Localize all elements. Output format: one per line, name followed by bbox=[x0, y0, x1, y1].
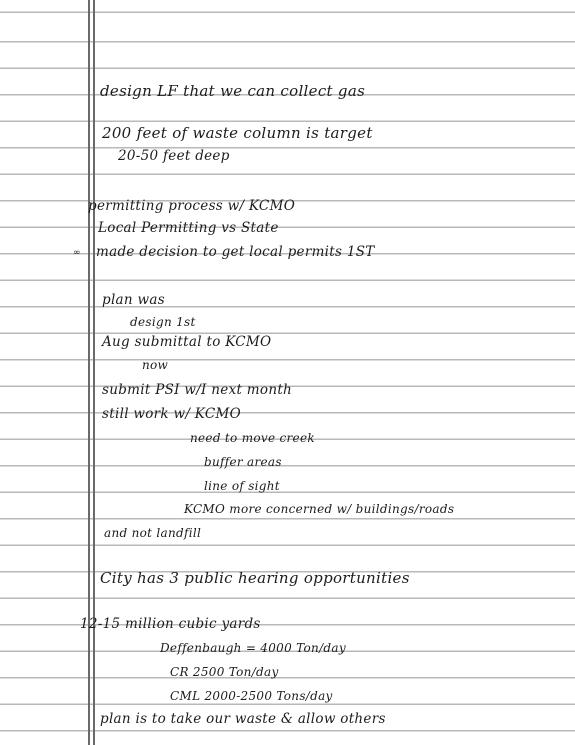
note-line-10: now bbox=[142, 358, 169, 372]
note-line-18: City has 3 public hearing opportunities bbox=[100, 569, 410, 587]
note-line-11: submit PSI w/I next month bbox=[102, 382, 293, 398]
note-line-1: design LF that we can collect gas bbox=[100, 82, 366, 100]
note-line-8: design 1st bbox=[130, 315, 196, 329]
note-line-14: buffer areas bbox=[204, 455, 282, 469]
margin-mark: ∞ bbox=[73, 248, 81, 258]
note-line-6: made decision to get local permits 1ST bbox=[96, 244, 375, 260]
note-line-16: KCMO more concerned w/ buildings/roads bbox=[184, 502, 455, 516]
note-line-15: line of sight bbox=[204, 479, 280, 493]
note-line-23: plan is to take our waste & allow others bbox=[100, 711, 386, 727]
note-line-13: need to move creek bbox=[190, 431, 315, 445]
note-line-21: CR 2500 Ton/day bbox=[170, 665, 279, 679]
note-line-19: 12-15 million cubic yards bbox=[80, 616, 261, 632]
note-line-5: Local Permitting vs State bbox=[98, 220, 279, 236]
note-line-7: plan was bbox=[102, 292, 165, 308]
margin-line-right bbox=[93, 0, 95, 745]
margin-line-left bbox=[88, 0, 90, 745]
note-line-20: Deffenbaugh = 4000 Ton/day bbox=[160, 641, 346, 655]
note-line-3: 20-50 feet deep bbox=[118, 148, 230, 164]
note-line-9: Aug submittal to KCMO bbox=[102, 334, 272, 350]
note-line-4: permitting process w/ KCMO bbox=[88, 198, 296, 214]
note-line-22: CML 2000-2500 Tons/day bbox=[170, 689, 333, 703]
note-line-2: 200 feet of waste column is target bbox=[102, 124, 373, 142]
note-line-12: still work w/ KCMO bbox=[102, 406, 241, 422]
note-line-17: and not landfill bbox=[104, 526, 202, 540]
